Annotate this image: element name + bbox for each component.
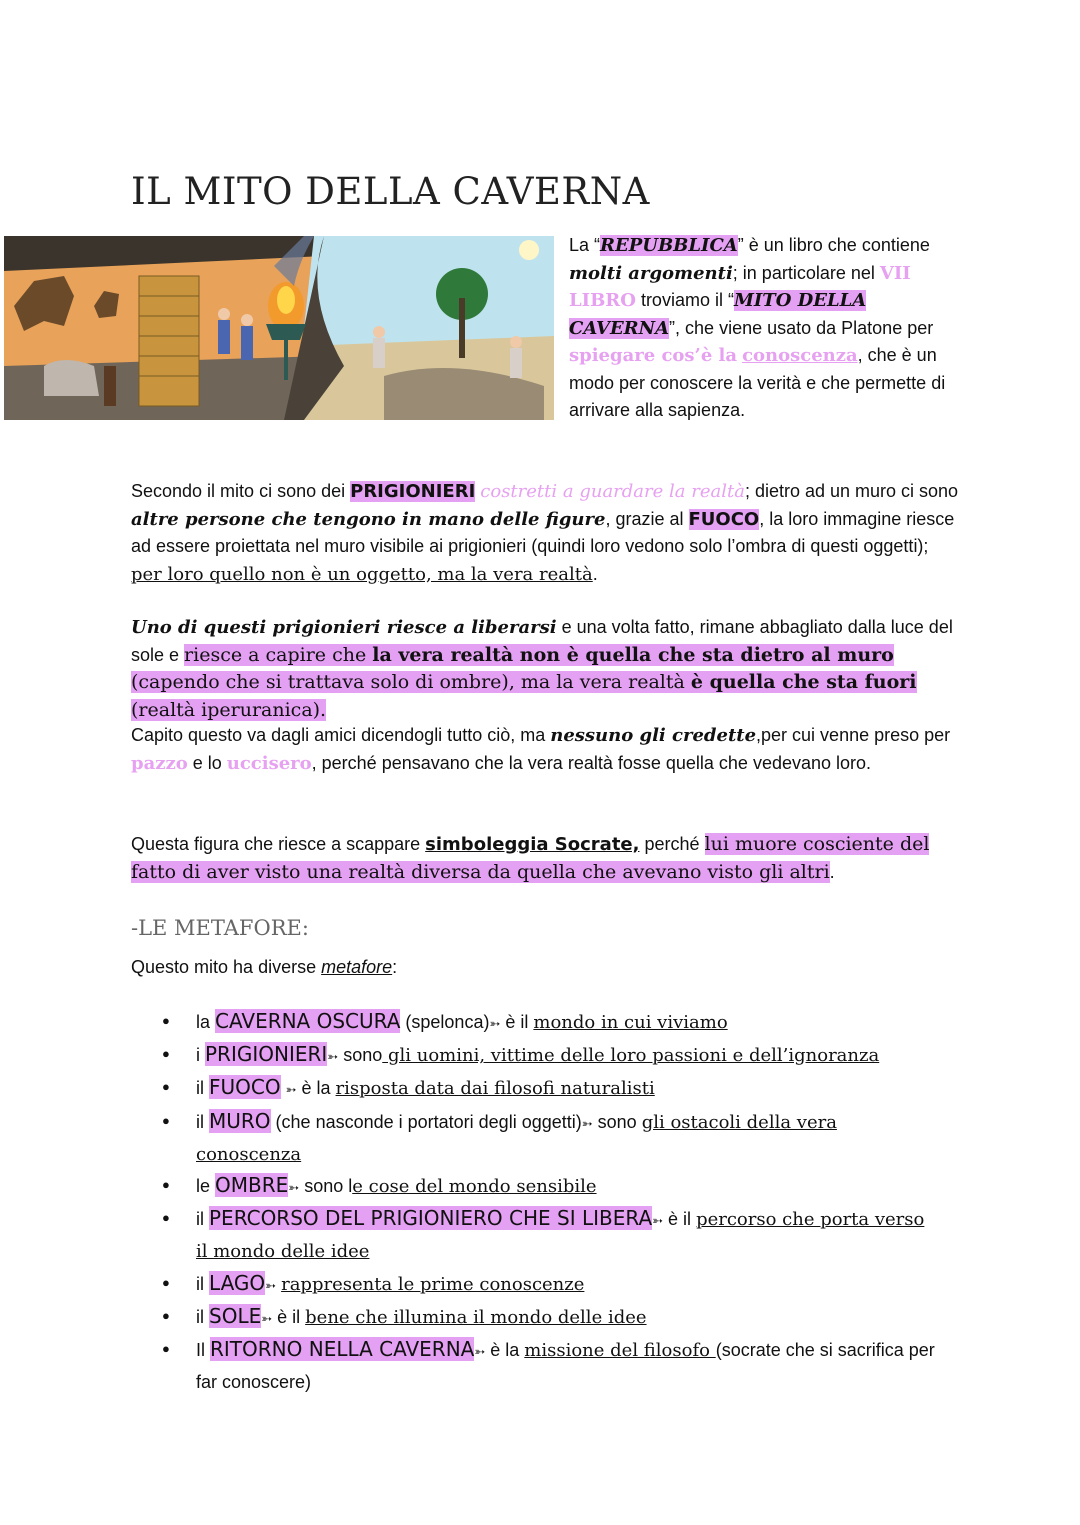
arrow-icon: ➳	[327, 1049, 339, 1065]
metaphor-meaning: bene che illumina il mondo delle idee	[305, 1306, 647, 1328]
metaphor-meaning: risposta data dai filosofi naturalisti	[335, 1078, 655, 1100]
metaphor-verb: sono l	[299, 1176, 353, 1197]
p4-text-2: perché	[639, 834, 705, 854]
metaphor-meaning: rappresenta le prime conoscenze	[281, 1273, 585, 1295]
arrow-icon: ➳	[474, 1344, 486, 1360]
intro-text-2: ” è un libro che contiene	[737, 235, 930, 255]
metaphor-item	[160, 1334, 940, 1397]
metaphor-prefix: la	[196, 1012, 216, 1032]
prigionieri-highlight: PRIGIONIERI	[350, 481, 476, 502]
metaphor-prefix: il	[196, 1209, 209, 1230]
metaphor-term: OMBRE	[215, 1173, 289, 1198]
highlight-vera-realta: la vera realtà non è quella che sta dietro al muro	[372, 643, 894, 666]
metaphor-verb: è il	[663, 1209, 697, 1230]
metaphor-prefix: i	[196, 1045, 205, 1066]
costretti-text: costretti a guardare la realtà	[480, 481, 745, 502]
metaphor-item	[160, 1268, 940, 1301]
simboleggia-socrate: simboleggia Socrate,	[425, 834, 640, 855]
paragraph-socrate	[131, 831, 961, 886]
metaphor-verb: è il	[272, 1306, 306, 1327]
metaphor-prefix: Il	[196, 1340, 211, 1361]
metaphor-prefix: il	[196, 1306, 209, 1327]
metaphor-prefix: il	[196, 1273, 209, 1294]
metaphor-prefix: il	[196, 1111, 209, 1132]
p2-text-1: e una volta fatto, rimane abbagliato dalla luce del sole e	[131, 617, 953, 665]
metaphor-item	[160, 1106, 940, 1170]
per-loro-underline: per loro quello non è un oggetto, ma la vera realtà	[131, 563, 593, 585]
uccisero-text: uccisero	[226, 752, 312, 774]
metaphor-verb: sono	[592, 1111, 642, 1132]
highlight-riesce: riesce a capire che	[184, 643, 373, 666]
p1-text-4: , la loro immagine riesce ad essere proiettata nel muro visibile ai prigionieri (quindi loro vedono solo l’ombra di questi oggetti);	[131, 508, 955, 556]
paragraph-prigionieri	[131, 478, 961, 588]
metaphor-meaning: gli uomini, vittime delle loro passioni e dell’ignoranza	[382, 1045, 880, 1067]
metaphor-term: RITORNO NELLA CAVERNA	[210, 1337, 475, 1362]
page-title: IL MITO DELLA CAVERNA	[131, 170, 650, 213]
arrow-icon: ➳	[288, 1180, 300, 1196]
intro-text-6: , che è un modo per conoscere la verità e che permette di arrivare alla sapienza.	[569, 345, 946, 420]
metaphor-item	[160, 1072, 940, 1105]
metaphor-meaning: percorso che porta verso il mondo delle idee	[196, 1209, 925, 1263]
metaphor-meaning: mondo in cui viviamo	[533, 1012, 728, 1033]
metaphor-item	[160, 1006, 940, 1039]
intro-text-5: ”, che viene usato da Platone per	[669, 317, 934, 338]
metafore-heading: -LE METAFORE:	[131, 916, 309, 940]
highlight-fuori: è quella che sta fuori	[690, 671, 917, 693]
nessuno-gli-credette: nessuno gli credette	[550, 725, 757, 746]
arrow-icon: ➳	[581, 1115, 593, 1131]
p1-text-3: , grazie al	[605, 508, 689, 529]
p4-text-1: Questa figura che riesce a scappare	[131, 834, 426, 854]
p3-text-2: ,per cui venne preso per	[756, 725, 951, 745]
metafore-intro-text: Questo mito ha diverse	[131, 957, 322, 977]
altre-persone: altre persone che tengono in mano delle figure	[131, 508, 606, 530]
p3-text-1: Capito questo va dagli amici dicendogli tutto ciò, ma	[131, 725, 551, 745]
p3-text-4: , perché pensavano che la vera realtà fosse quella che vedevano loro.	[311, 752, 872, 773]
metaphor-item	[160, 1170, 940, 1203]
p1-text-2: ; dietro ad un muro ci sono	[744, 481, 959, 501]
metaphor-suffix: (socrate che si sacrifica per far conoscere)	[196, 1340, 935, 1393]
metaphor-term: MURO	[209, 1108, 271, 1133]
pazzo-text: pazzo	[131, 752, 188, 774]
arrow-icon: ➳	[489, 1016, 501, 1031]
highlight-iperuranica: (realtà iperuranica).	[131, 698, 327, 721]
metaphor-item	[160, 1039, 940, 1072]
fuoco-highlight: FUOCO	[688, 508, 760, 530]
intro-text-4: troviamo il “	[635, 290, 734, 310]
cave-illustration	[4, 236, 554, 420]
intro-text-3: ; in particolare nel	[732, 262, 880, 283]
arrow-icon: ➳	[652, 1213, 664, 1229]
p1-text-5: .	[592, 563, 598, 584]
metaphor-note: (che nasconde i portatori degli oggetti)	[270, 1111, 582, 1132]
highlight-capendo: (capendo che si trattava solo di ombre), ma la vera realtà	[131, 671, 691, 693]
mito-highlight: MITO DELLA CAVERNA	[569, 290, 867, 339]
paragraph-capito	[131, 722, 961, 777]
p3-text-3: e lo	[187, 752, 227, 773]
metaphor-term: PRIGIONIERI	[205, 1042, 328, 1067]
metaphor-meaning: gli ostacoli della vera conoscenza	[196, 1111, 837, 1165]
highlight-socrate: lui muore cosciente del fatto di aver visto una realtà diversa da quella che avevano visto gli altri	[131, 833, 930, 883]
molti-argomenti: molti argomenti	[569, 262, 733, 284]
arrow-icon: ➳	[265, 1277, 277, 1293]
metaphor-verb: è la	[296, 1078, 336, 1099]
metaphor-term: CAVERNA OSCURA	[215, 1009, 401, 1033]
metaphor-term: FUOCO	[209, 1075, 281, 1100]
metaphor-verb: è la	[485, 1340, 525, 1361]
metaphor-item	[160, 1203, 940, 1267]
p4-text-3: .	[829, 861, 835, 882]
metaphor-prefix: il	[196, 1078, 209, 1099]
metaphor-term: SOLE	[209, 1303, 262, 1328]
metaphor-verb: è il	[500, 1012, 534, 1032]
metaphor-item	[160, 1301, 940, 1334]
metaphor-verb: sono	[338, 1045, 383, 1066]
metafore-intro	[131, 954, 961, 982]
intro-paragraph	[569, 232, 969, 425]
spiegare-text: spiegare cos’è la	[569, 345, 738, 366]
metaphor-term: PERCORSO DEL PRIGIONIERO CHE SI LIBERA	[209, 1206, 653, 1231]
vii-libro: VII LIBRO	[569, 262, 911, 311]
metaphor-prefix: le	[196, 1176, 216, 1197]
metaphor-note: (spelonca)	[400, 1012, 490, 1032]
metaphor-list	[160, 1006, 940, 1397]
p1-text-1: Secondo il mito ci sono dei	[131, 481, 351, 501]
uno-di-questi: Uno di questi prigionieri riesce a liberarsi	[131, 617, 557, 638]
metaphor-meaning: missione del filosofo	[524, 1340, 716, 1362]
repubblica-highlight: REPUBBLICA	[600, 235, 738, 256]
conoscenza-text: conoscenza	[742, 345, 858, 366]
metaphor-meaning: e cose del mondo sensibile	[352, 1176, 597, 1198]
metafore-intro-colon: :	[392, 957, 398, 977]
metafore-word: metafore	[321, 957, 393, 977]
intro-text-1: La “	[569, 235, 601, 255]
metaphor-term: LAGO	[209, 1270, 266, 1295]
paragraph-liberarsi	[131, 614, 961, 724]
arrow-icon: ➳	[261, 1310, 273, 1326]
arrow-icon: ➳	[285, 1082, 297, 1098]
